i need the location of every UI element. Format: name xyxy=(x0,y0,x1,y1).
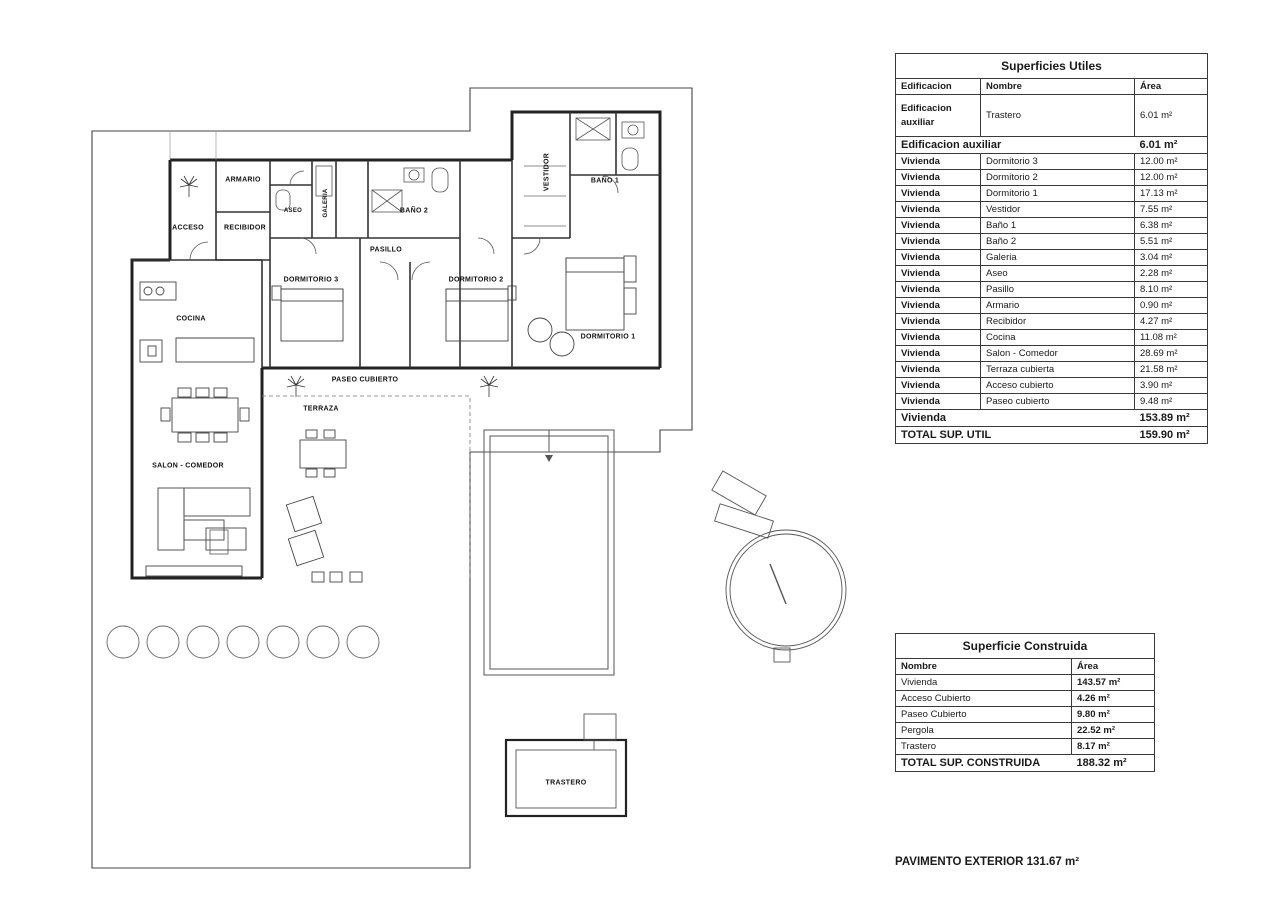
room-label-paseo-cubierto: PASEO CUBIERTO xyxy=(331,376,399,384)
room-label-bano2: BAÑO 2 xyxy=(399,207,429,215)
room-label-acceso: ACCESO xyxy=(172,224,204,232)
table-row xyxy=(896,691,1155,707)
table-row xyxy=(896,330,1208,346)
table-row xyxy=(896,298,1208,314)
utiles-title: Superficies Utiles xyxy=(896,54,1208,79)
cell-area: 4.26 m² xyxy=(1072,691,1155,707)
room-label-pasillo: PASILLO xyxy=(370,246,402,254)
room-label-dormitorio-2: DORMITORIO 2 xyxy=(448,276,504,284)
subtotal-aux-label: Edificacion auxiliar xyxy=(896,137,1135,154)
cell-edificacion: Vivienda xyxy=(896,314,981,330)
cell-nombre: Recibidor xyxy=(981,314,1135,330)
construida-title: Superficie Construida xyxy=(896,634,1155,659)
superficie-construida-panel xyxy=(895,633,1155,772)
utiles-header-row xyxy=(896,79,1208,95)
cell-area: 5.51 m² xyxy=(1135,234,1208,250)
cell-area: 8.10 m² xyxy=(1135,282,1208,298)
cell-nombre: Vestidor xyxy=(981,202,1135,218)
total-row-util xyxy=(896,427,1208,444)
cell-edificacion: Vivienda xyxy=(896,154,981,170)
cell-nombre: Aseo xyxy=(981,266,1135,282)
cell-edificacion: Vivienda xyxy=(896,186,981,202)
cell-area: 7.55 m² xyxy=(1135,202,1208,218)
cell-nombre: Armario xyxy=(981,298,1135,314)
room-label-vestidor: VESTIDOR xyxy=(543,152,551,192)
cell-area: 8.17 m² xyxy=(1072,739,1155,755)
cell-edificacion: Vivienda xyxy=(896,346,981,362)
superficies-utiles-table xyxy=(895,53,1208,444)
cell-edificacion: Vivienda xyxy=(896,394,981,410)
table-row xyxy=(896,202,1208,218)
cell-edificacion: Vivienda xyxy=(896,298,981,314)
cell-nombre: Dormitorio 2 xyxy=(981,170,1135,186)
cell-area: 6.01 m² xyxy=(1135,95,1208,137)
cell-nombre: Baño 1 xyxy=(981,218,1135,234)
table-row xyxy=(896,170,1208,186)
cell-nombre: Galeria xyxy=(981,250,1135,266)
table-row xyxy=(896,346,1208,362)
cell-edificacion: Vivienda xyxy=(896,282,981,298)
cell-nombre: Terraza cubierta xyxy=(981,362,1135,378)
cell-area: 9.80 m² xyxy=(1072,707,1155,723)
table-row xyxy=(896,314,1208,330)
construida-col-area: Área xyxy=(1072,659,1155,675)
cell-area: 22.52 m² xyxy=(1072,723,1155,739)
construida-col-nombre: Nombre xyxy=(896,659,1072,675)
cell-area: 21.58 m² xyxy=(1135,362,1208,378)
cell-nombre: Acceso cubierto xyxy=(981,378,1135,394)
cell-area: 17.13 m² xyxy=(1135,186,1208,202)
cell-edificacion: Vivienda xyxy=(896,378,981,394)
cell-area: 3.90 m² xyxy=(1135,378,1208,394)
table-row xyxy=(896,723,1155,739)
table-row xyxy=(896,186,1208,202)
cell-edificacion: Vivienda xyxy=(896,362,981,378)
cell-nombre: Salon - Comedor xyxy=(981,346,1135,362)
table-row xyxy=(896,362,1208,378)
room-label-terraza: TERRAZA xyxy=(303,405,339,413)
cell-edificacion: Vivienda xyxy=(896,250,981,266)
cell-edificacion: Vivienda xyxy=(896,266,981,282)
cell-nombre: Acceso Cubierto xyxy=(896,691,1072,707)
subtotal-viv-value: 153.89 m² xyxy=(1135,410,1208,427)
subtotal-row-vivienda xyxy=(896,410,1208,427)
cell-nombre: Trastero xyxy=(981,95,1135,137)
cell-nombre: Paseo cubierto xyxy=(981,394,1135,410)
superficie-construida-table xyxy=(895,633,1155,772)
room-label-aseo: ASEO xyxy=(283,208,303,214)
room-label-trastero: TRASTERO xyxy=(545,779,587,787)
cell-area: 28.69 m² xyxy=(1135,346,1208,362)
cell-area: 9.48 m² xyxy=(1135,394,1208,410)
total-construida-label: TOTAL SUP. CONSTRUIDA xyxy=(896,755,1072,772)
cell-area: 3.04 m² xyxy=(1135,250,1208,266)
utiles-col-edificacion: Edificacion xyxy=(896,79,981,95)
cell-area: 4.27 m² xyxy=(1135,314,1208,330)
subtotal-aux-value: 6.01 m² xyxy=(1135,137,1208,154)
table-row xyxy=(896,394,1208,410)
subtotal-viv-label: Vivienda xyxy=(896,410,1135,427)
cell-area: 2.28 m² xyxy=(1135,266,1208,282)
table-row xyxy=(896,675,1155,691)
cell-area: 11.08 m² xyxy=(1135,330,1208,346)
cell-nombre: Trastero xyxy=(896,739,1072,755)
cell-nombre: Paseo Cubierto xyxy=(896,707,1072,723)
construida-header-row xyxy=(896,659,1155,675)
utiles-col-nombre: Nombre xyxy=(981,79,1135,95)
table-row xyxy=(896,282,1208,298)
room-label-salon-comedor: SALON - COMEDOR xyxy=(152,462,224,470)
table-row xyxy=(896,250,1208,266)
table-row xyxy=(896,95,1208,137)
table-row xyxy=(896,378,1208,394)
room-label-recibidor: RECIBIDOR xyxy=(224,224,266,232)
room-label-galeria: GALERIA xyxy=(323,188,329,218)
cell-area: 12.00 m² xyxy=(1135,170,1208,186)
cell-nombre: Vivienda xyxy=(896,675,1072,691)
room-label-armario: ARMARIO xyxy=(225,176,261,184)
cell-edificacion: Vivienda xyxy=(896,170,981,186)
total-util-label: TOTAL SUP. UTIL xyxy=(896,427,1135,444)
table-row xyxy=(896,218,1208,234)
cell-area: 143.57 m² xyxy=(1072,675,1155,691)
table-row xyxy=(896,234,1208,250)
table-row xyxy=(896,707,1155,723)
subtotal-row-auxiliar xyxy=(896,137,1208,154)
cell-nombre: Baño 2 xyxy=(981,234,1135,250)
cell-nombre: Dormitorio 3 xyxy=(981,154,1135,170)
cell-edificacion: Vivienda xyxy=(896,218,981,234)
cell-edificacion: Vivienda xyxy=(896,202,981,218)
superficies-utiles-panel xyxy=(895,53,1208,444)
cell-area: 0.90 m² xyxy=(1135,298,1208,314)
room-label-dormitorio-3: DORMITORIO 3 xyxy=(283,276,339,284)
cell-nombre: Pasillo xyxy=(981,282,1135,298)
cell-edificacion: Edificacion auxiliar xyxy=(896,95,981,137)
cell-nombre: Cocina xyxy=(981,330,1135,346)
utiles-col-area: Área xyxy=(1135,79,1208,95)
room-label-cocina: COCINA xyxy=(176,315,206,323)
room-label-bano1: BAÑO 1 xyxy=(590,177,620,185)
table-row xyxy=(896,739,1155,755)
cell-edificacion: Vivienda xyxy=(896,330,981,346)
table-row xyxy=(896,266,1208,282)
total-row-construida xyxy=(896,755,1155,772)
total-util-value: 159.90 m² xyxy=(1135,427,1208,444)
cell-area: 6.38 m² xyxy=(1135,218,1208,234)
room-label-dormitorio-1: DORMITORIO 1 xyxy=(580,333,636,341)
total-construida-value: 188.32 m² xyxy=(1072,755,1155,772)
table-row xyxy=(896,154,1208,170)
cell-nombre: Dormitorio 1 xyxy=(981,186,1135,202)
pavimento-exterior-total: PAVIMENTO EXTERIOR 131.67 m² xyxy=(895,856,1080,868)
cell-nombre: Pergola xyxy=(896,723,1072,739)
cell-area: 12.00 m² xyxy=(1135,154,1208,170)
cell-edificacion: Vivienda xyxy=(896,234,981,250)
